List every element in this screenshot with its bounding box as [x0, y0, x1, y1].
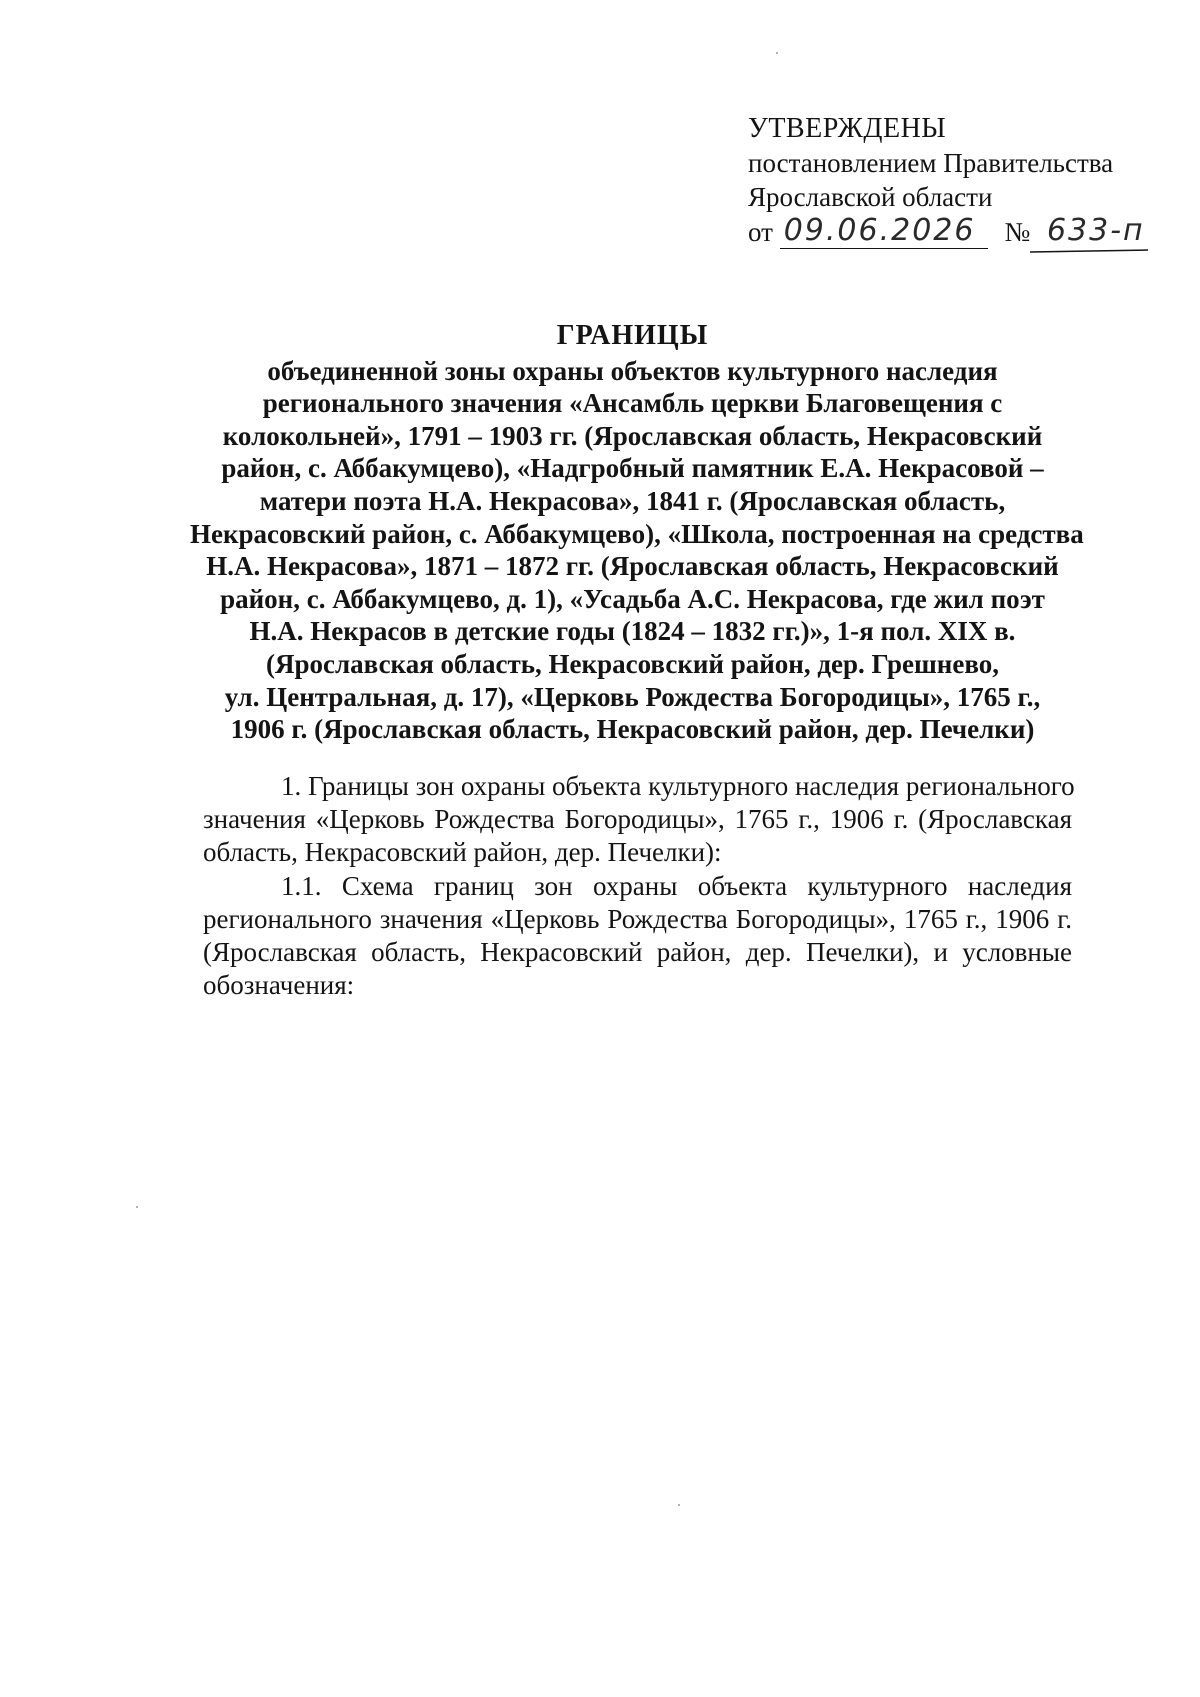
title-line: колокольней», 1791 – 1903 гг. (Ярославская область, Некрасовский: [222, 420, 1043, 451]
paragraph-line: регионального значения «Церковь Рождества Богородицы», 1765 г., 1906 г.: [203, 903, 1072, 934]
title-line: Н.А. Некрасов в детские годы (1824 – 1832 гг.)», 1-я пол. XIX в.: [249, 616, 1016, 647]
paragraph-line: значения «Церковь Рождества Богородицы», 1765 г., 1906 г. (Ярославская: [203, 804, 1072, 835]
paragraph-line: обозначения:: [203, 970, 355, 1001]
title-line: (Ярославская область, Некрасовский район, дер. Грешнево,: [266, 648, 999, 679]
title-line: регионального значения «Ансамбль церкви Благовещения с: [262, 388, 1003, 419]
paragraph-line: (Ярославская область, Некрасовский район, дер. Печелки), и условные: [203, 937, 1072, 968]
title-heading: ГРАНИЦЫ: [556, 320, 709, 351]
title-line: матери поэта Н.А. Некрасова», 1841 г. (Ярославская область,: [259, 485, 1006, 516]
title-line: Некрасовский район, с. Аббакумцево), «Школа, построенная на средства: [190, 518, 1084, 549]
paragraph-1-1: [203, 870, 1072, 1003]
approval-resolution-line: постановлением Правительства: [748, 148, 1114, 178]
title-line: 1906 г. (Ярославская область, Некрасовский район, дер. Печелки): [230, 714, 1035, 745]
paragraph-1: [203, 770, 1075, 870]
approval-region-line: Ярославской области: [748, 182, 993, 212]
title-line: Н.А. Некрасова», 1871 – 1872 гг. (Ярославская область, Некрасовский: [206, 551, 1059, 582]
date-prefix: от: [748, 217, 773, 247]
paragraph-line: область, Некрасовский район, дер. Печелки):: [203, 837, 722, 868]
title-line: ул. Центральная, д. 17), «Церковь Рождества Богородицы», 1765 г.,: [224, 681, 1041, 712]
handwritten-number: 633-п: [1046, 213, 1145, 248]
title-line: район, с. Аббакумцево, д. 1), «Усадьба А.С. Некрасова, где жил поэт: [220, 583, 1045, 614]
scan-speck: [136, 1206, 138, 1208]
number-sign: №: [1004, 217, 1031, 247]
number-underline: [1030, 248, 1148, 254]
paragraph-line: 1. Границы зон охраны объекта культурного наследия регионального: [281, 771, 1075, 801]
approval-date-number-line: [748, 214, 1148, 254]
document-title: [190, 320, 1084, 746]
title-line: объединенной зоны охраны объектов культурного наследия: [267, 355, 998, 386]
title-line: район, с. Аббакумцево), «Надгробный памятник Е.А. Некрасовой –: [221, 453, 1044, 484]
approval-stamp-block: [748, 112, 1148, 254]
scan-speck: [678, 1504, 680, 1506]
handwritten-date: 09.06.2026: [780, 214, 988, 249]
approved-label: УТВЕРЖДЕНЫ: [748, 113, 947, 144]
scan-speck: [776, 52, 778, 54]
paragraph-line: 1.1. Схема границ зон охраны объекта культурного наследия: [281, 870, 1072, 901]
document-body: [203, 770, 1075, 1002]
